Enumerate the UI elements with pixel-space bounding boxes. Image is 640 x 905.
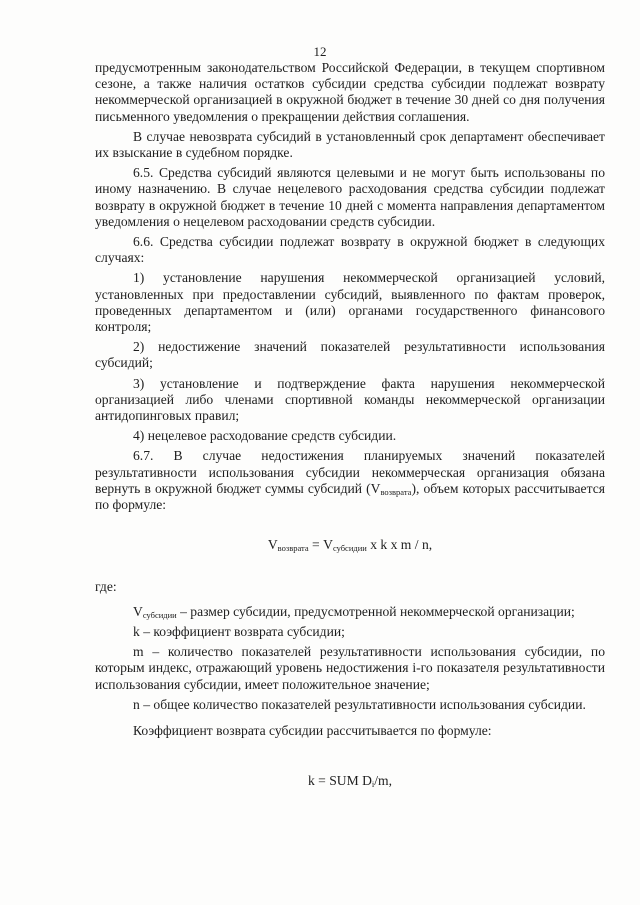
- paragraph: предусмотренным законодательством Российской Федерации, в текущем спортивном сезоне, а также наличия остатков субсидии средства субсидии подлежат возврату некоммерческой организацией в окружной бюджет в течение 30 дней со дня получения письменного уведомления о прекращении действия соглашения.: [95, 60, 605, 124]
- list-item-1: 1) установление нарушения некоммерческой организацией условий, установленных при предоставлении субсидий, выявленного по фактам проверок, проведенных департаментом и (или) органами государственного финансового контроля;: [95, 270, 605, 335]
- definition-n: n – общее количество показателей результативности использования субсидии.: [133, 696, 586, 712]
- paragraph-6-5: 6.5. Средства субсидий являются целевыми и не могут быть использованы по иному назначению. В случае нецелевого расходования средства субсидии подлежат возврату в окружной бюджет в течение 10 дней с момента направления департаментом уведомления о нецелевом расходовании средств субсидии.: [95, 165, 605, 229]
- paragraph-6-7: 6.7. В случае недостижения планируемых значений показателей результативности использования субсидии некоммерческая организация обязана вернуть в окружной бюджет суммы субсидий $(V_{возврата})$, объем которых рассчитывается по формуле:: [95, 448, 605, 513]
- definition-v-subsidy: $V_{субсидии}$ – размер субсидии, предусмотренной некоммерческой организации;: [133, 603, 575, 620]
- page-number: 12: [313, 44, 327, 59]
- coefficient-paragraph: Коэффициент возврата субсидии рассчитывается по формуле:: [133, 722, 492, 738]
- return-formula: $V_{возврата} = V_{субсидии}$ x k x m / n,: [267, 537, 433, 554]
- coefficient-formula: k = SUM $D_i/m$,: [307, 773, 393, 790]
- document-body: [95, 60, 605, 789]
- where-label: где:: [95, 579, 117, 595]
- list-item-2: 2) недостижение значений показателей результативности использования субсидий;: [95, 339, 605, 371]
- paragraph: В случае невозврата субсидий в установленный срок департамент обеспечивает их взыскание в судебном порядке.: [95, 128, 605, 161]
- paragraph-6-6: 6.6. Средства субсидии подлежат возврату в окружной бюджет в следующих случаях:: [95, 234, 605, 266]
- definition-k: k – коэффициент возврата субсидии;: [133, 623, 345, 639]
- definition-m: m – количество показателей результативности использования субсидии, по которым индекс, отражающий уровень недостижения i-го показателя результативности использования субсидии, имеет положительное значение;: [95, 644, 605, 692]
- list-item-4: 4) нецелевое расходование средств субсидии.: [133, 428, 397, 444]
- list-item-3: 3) установление и подтверждение факта нарушения некоммерческой организацией либо членами спортивной команды некоммерческой организации антидопинговых правил;: [95, 375, 605, 424]
